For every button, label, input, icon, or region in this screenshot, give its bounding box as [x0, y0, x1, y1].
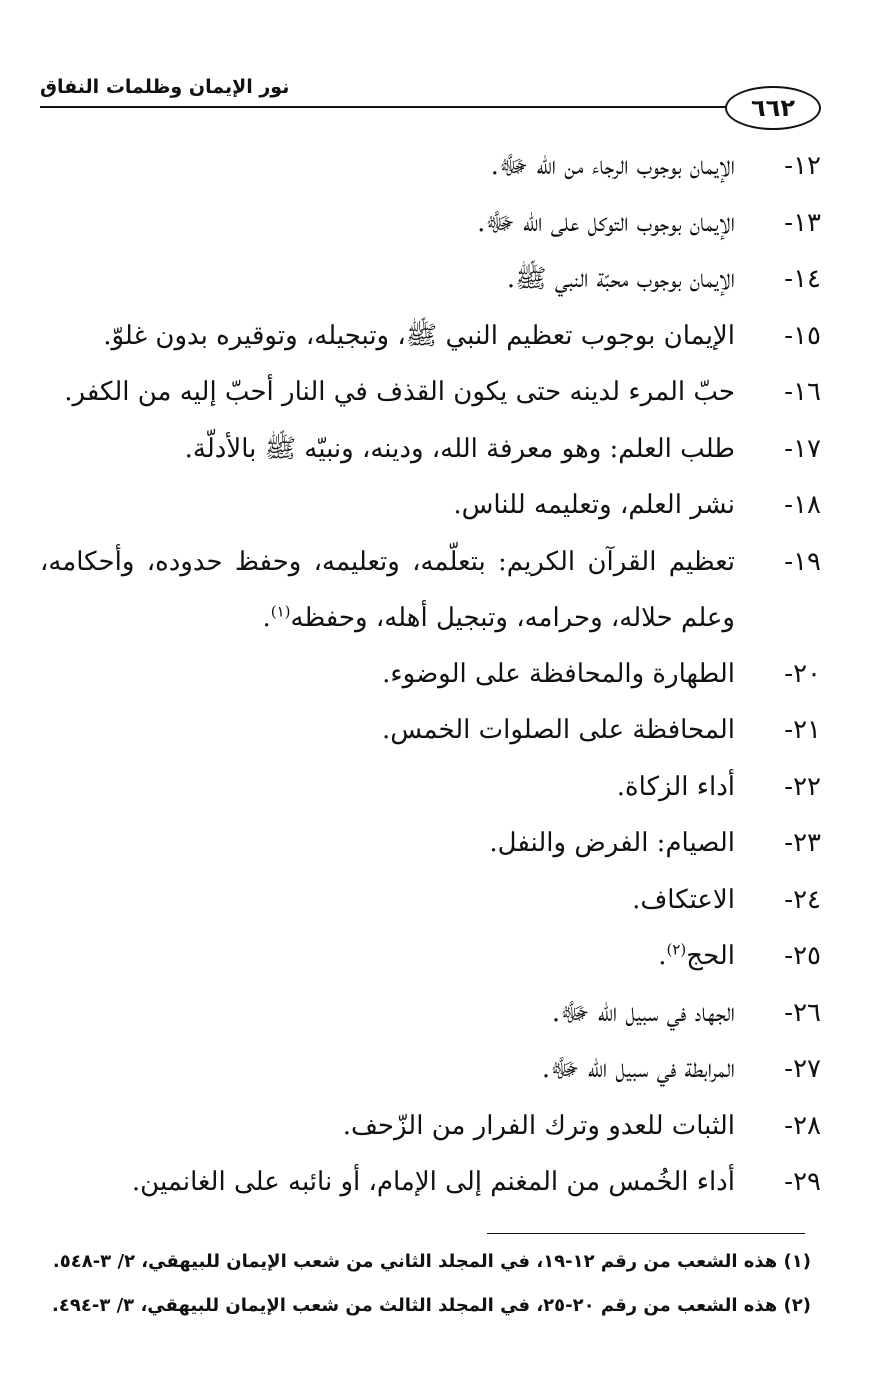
item-text: طلب العلم: وهو معرفة الله، ودينه، ونبيّه ﷺ بالأدلّة. — [184, 433, 735, 464]
item-text: الثبات للعدو وترك الفرار من الزّحف. — [342, 1110, 735, 1141]
item-text: الإيمان بوجوب التوكل على الله ﷻ. — [477, 207, 735, 238]
page-header — [40, 72, 821, 132]
item-text-block — [40, 534, 735, 646]
item-number: ٢٤- — [784, 884, 821, 915]
footnote-separator — [487, 1233, 805, 1234]
header-rule — [40, 106, 731, 108]
item-number: ٢١- — [784, 715, 821, 745]
item-text-block — [40, 928, 735, 985]
item-text: أداء الزكاة. — [616, 771, 735, 802]
item-text: الجهاد في سبيل الله ﷻ. — [551, 997, 735, 1028]
item-number: ١٥- — [784, 320, 821, 351]
item-text: نشر العلم، وتعليمه للناس. — [453, 490, 735, 520]
item-text: المحافظة على الصلوات الخمس. — [382, 715, 735, 745]
item-text: الاعتكاف. — [632, 884, 735, 915]
item-text: الصيام: الفرض والنفل. — [489, 828, 735, 858]
item-number: ٢٣- — [784, 828, 821, 858]
branches-list — [40, 138, 821, 1211]
running-title: نور الإيمان وظلمات النفاق — [40, 76, 290, 98]
item-text: الإيمان بوجوب الرجاء من الله ﷻ. — [490, 151, 735, 181]
item-text: الإيمان بوجوب محبّة النبي ﷺ. — [506, 264, 735, 294]
item-number: ١٨- — [784, 490, 821, 520]
item-text: أداء الخُمس من المغنم إلى الإمام، أو نائبه على الغانمين. — [131, 1167, 735, 1197]
item-text: الطهارة والمحافظة على الوضوء. — [382, 658, 735, 689]
footnote-ref: (٢) — [666, 940, 687, 959]
list-item — [40, 364, 821, 421]
item-number: ٢٥- — [784, 941, 821, 971]
list-item — [40, 702, 821, 759]
list-item — [40, 534, 821, 646]
item-text: الإيمان بوجوب تعظيم النبي ﷺ، وتبجيله، وتوقيره بدون غلوّ. — [103, 320, 735, 351]
list-item — [40, 646, 821, 703]
list-item — [40, 195, 821, 252]
list-item — [40, 815, 821, 872]
footnote: (١) هذه الشعب من رقم ١٢-١٩، في المجلد الثاني من شعب الإيمان للبيهقي، ٢/ ٣-٥٤٨. — [52, 1251, 811, 1272]
footnote-ref: (١) — [270, 601, 291, 620]
item-number: ١٩- — [784, 546, 821, 577]
item-number: ١٧- — [784, 433, 821, 464]
list-item — [40, 1154, 821, 1211]
item-text: حبّ المرء لدينه حتى يكون القذف في النار أحبّ إليه من الكفر. — [64, 377, 735, 407]
list-item — [40, 308, 821, 365]
list-item — [40, 928, 821, 985]
item-text: الحج — [686, 941, 735, 971]
list-item — [40, 251, 821, 308]
item-number: ١٣- — [784, 207, 821, 238]
item-number: ٢٧- — [784, 1054, 821, 1084]
list-item — [40, 477, 821, 534]
item-text: تعظيم القرآن الكريم: بتعلّمه، وتعليمه، وحفظ حدوده، وأحكامه، وعلم حلاله، وحرامه، وتبجيل أهله، وحفظه — [40, 546, 735, 633]
list-item — [40, 1098, 821, 1155]
list-item — [40, 985, 821, 1042]
item-number: ١٢- — [784, 151, 821, 181]
footnote: (٢) هذه الشعب من رقم ٢٠-٢٥، في المجلد الثالث من شعب الإيمان للبيهقي، ٣/ ٣-٤٩٤. — [52, 1295, 811, 1316]
item-number: ١٦- — [784, 377, 821, 407]
list-item — [40, 421, 821, 478]
item-number: ٢٦- — [784, 997, 821, 1028]
item-number: ١٤- — [784, 264, 821, 294]
item-number: ٢٠- — [784, 658, 821, 689]
item-number: ٢٨- — [784, 1110, 821, 1141]
item-text: المرابطة في سبيل الله ﷻ. — [541, 1054, 735, 1084]
item-number: ٢٩- — [784, 1167, 821, 1197]
page-number: ٦٦٢ — [725, 86, 821, 130]
list-item — [40, 1041, 821, 1098]
list-item — [40, 872, 821, 929]
list-item — [40, 759, 821, 816]
item-text-end: . — [262, 602, 271, 633]
list-item — [40, 138, 821, 195]
footnotes — [40, 1240, 811, 1328]
item-text-end: . — [658, 941, 667, 971]
item-number: ٢٢- — [784, 771, 821, 802]
